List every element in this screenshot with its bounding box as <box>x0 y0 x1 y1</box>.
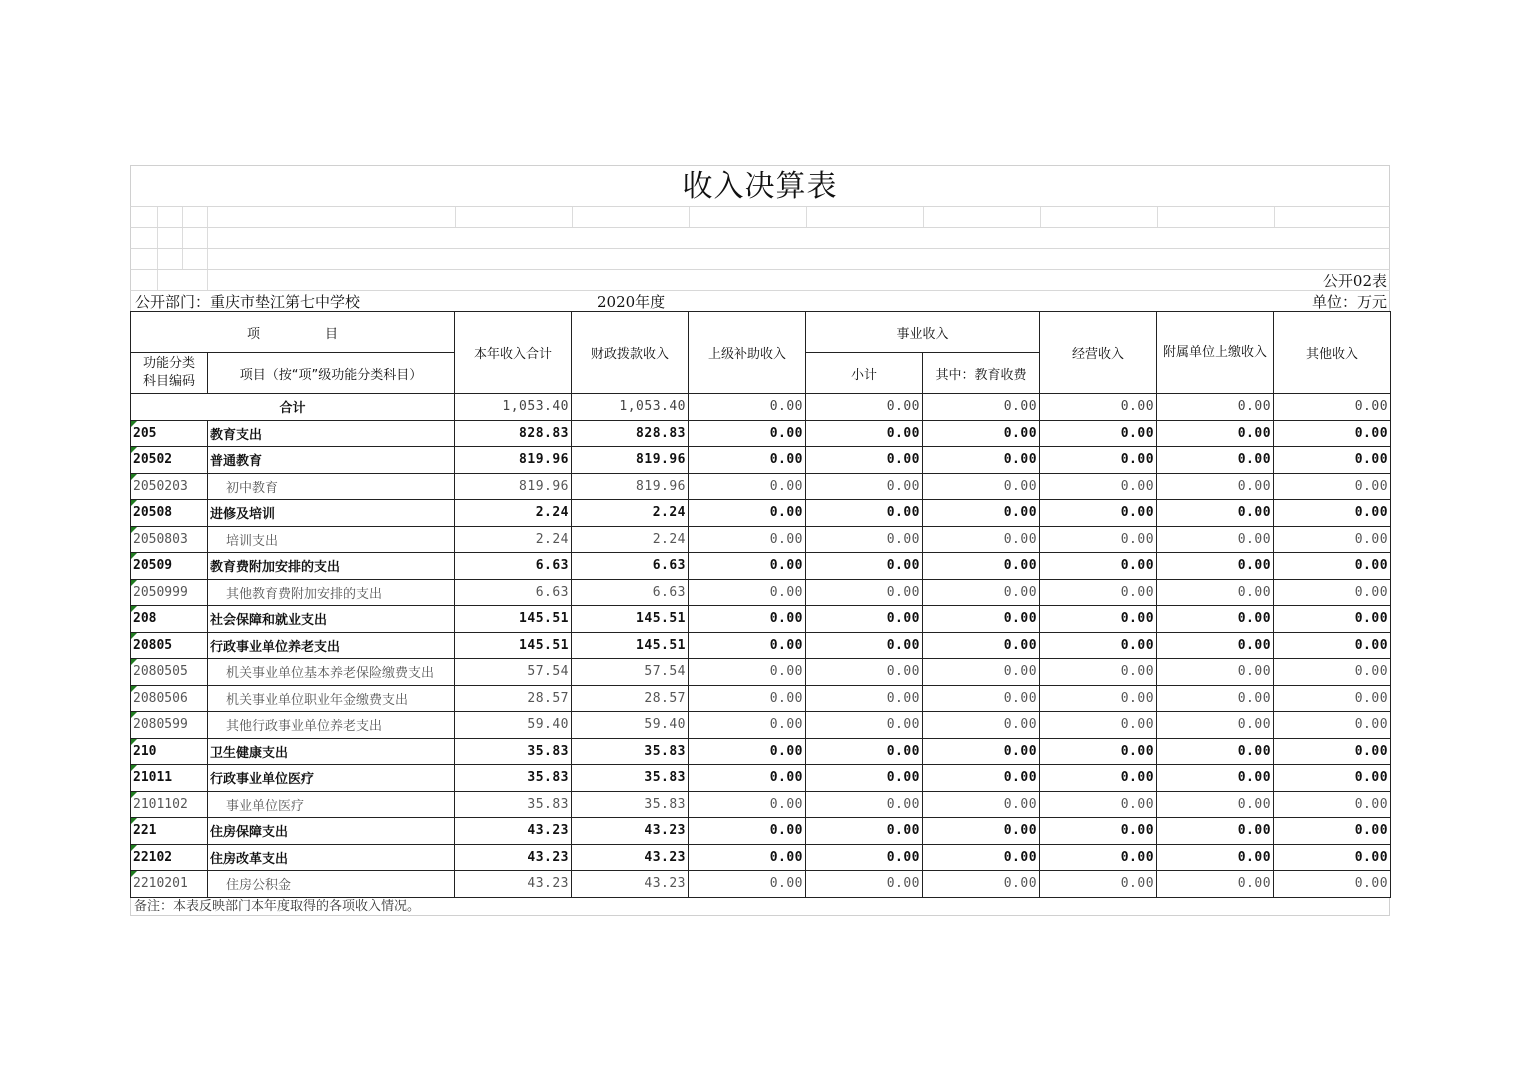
row-value: 0.00 <box>923 526 1040 553</box>
row-value: 0.00 <box>923 420 1040 447</box>
row-value: 6.63 <box>455 579 572 606</box>
row-value: 0.00 <box>806 632 923 659</box>
row-code: 2101102 <box>131 791 208 818</box>
row-value: 43.23 <box>572 871 689 898</box>
row-code: 20509 <box>131 553 208 580</box>
row-value: 0.00 <box>689 871 806 898</box>
table-row <box>131 818 1391 845</box>
row-value: 0.00 <box>1040 579 1157 606</box>
row-name: 进修及培训 <box>208 500 455 527</box>
table-row <box>131 500 1391 527</box>
row-value: 0.00 <box>1274 447 1391 474</box>
row-value: 0.00 <box>1040 606 1157 633</box>
row-code: 21011 <box>131 765 208 792</box>
row-value: 0.00 <box>1040 420 1157 447</box>
table-row <box>131 765 1391 792</box>
row-value: 0.00 <box>806 685 923 712</box>
row-value: 0.00 <box>1040 738 1157 765</box>
total-cell: 0.00 <box>1157 394 1274 421</box>
total-cell: 0.00 <box>1040 394 1157 421</box>
row-value: 0.00 <box>923 791 1040 818</box>
row-value: 6.63 <box>455 553 572 580</box>
table-row <box>131 526 1391 553</box>
header-name: 项目（按“项”级功能分类科目） <box>208 353 455 394</box>
row-value: 0.00 <box>923 659 1040 686</box>
row-value: 0.00 <box>923 473 1040 500</box>
row-value: 145.51 <box>572 632 689 659</box>
row-code: 2050803 <box>131 526 208 553</box>
total-label: 合计 <box>131 394 455 421</box>
row-value: 0.00 <box>1040 712 1157 739</box>
row-value: 43.23 <box>572 844 689 871</box>
row-name: 行政事业单位养老支出 <box>208 632 455 659</box>
header-item: 项 目 <box>131 312 455 353</box>
row-value: 0.00 <box>1157 712 1274 739</box>
row-code: 20805 <box>131 632 208 659</box>
row-value: 0.00 <box>1040 632 1157 659</box>
row-value: 0.00 <box>689 526 806 553</box>
row-value: 0.00 <box>923 447 1040 474</box>
info-row <box>130 290 1390 311</box>
row-value: 0.00 <box>806 579 923 606</box>
row-value: 0.00 <box>923 579 1040 606</box>
row-value: 0.00 <box>1274 871 1391 898</box>
row-value: 0.00 <box>1157 738 1274 765</box>
row-value: 0.00 <box>923 685 1040 712</box>
total-cell: 1,053.40 <box>455 394 572 421</box>
row-name: 社会保障和就业支出 <box>208 606 455 633</box>
row-value: 0.00 <box>689 818 806 845</box>
row-value: 0.00 <box>689 606 806 633</box>
row-value: 0.00 <box>1040 685 1157 712</box>
table-row <box>131 632 1391 659</box>
row-value: 43.23 <box>455 818 572 845</box>
row-value: 0.00 <box>689 685 806 712</box>
total-cell: 1,053.40 <box>572 394 689 421</box>
page-title: 收入决算表 <box>130 165 1390 206</box>
row-value: 0.00 <box>923 871 1040 898</box>
row-name: 普通教育 <box>208 447 455 474</box>
row-name: 行政事业单位医疗 <box>208 765 455 792</box>
row-value: 0.00 <box>923 818 1040 845</box>
row-code: 2050203 <box>131 473 208 500</box>
row-value: 0.00 <box>1040 553 1157 580</box>
row-value: 0.00 <box>689 553 806 580</box>
row-name: 住房保障支出 <box>208 818 455 845</box>
row-value: 35.83 <box>572 765 689 792</box>
row-code: 2080505 <box>131 659 208 686</box>
row-value: 0.00 <box>1157 844 1274 871</box>
row-value: 0.00 <box>806 844 923 871</box>
row-value: 0.00 <box>1274 579 1391 606</box>
row-value: 35.83 <box>455 791 572 818</box>
row-code: 210 <box>131 738 208 765</box>
row-value: 0.00 <box>806 526 923 553</box>
row-value: 0.00 <box>1274 473 1391 500</box>
row-value: 0.00 <box>1157 447 1274 474</box>
row-value: 0.00 <box>1157 765 1274 792</box>
row-value: 0.00 <box>923 553 1040 580</box>
table-row <box>131 553 1391 580</box>
row-value: 35.83 <box>455 738 572 765</box>
row-value: 828.83 <box>572 420 689 447</box>
row-value: 0.00 <box>806 765 923 792</box>
row-value: 0.00 <box>1040 765 1157 792</box>
row-value: 0.00 <box>1274 765 1391 792</box>
row-value: 0.00 <box>1274 500 1391 527</box>
blank-row <box>130 248 1390 269</box>
table-row <box>131 738 1391 765</box>
row-value: 35.83 <box>455 765 572 792</box>
table-header <box>131 312 1391 394</box>
row-value: 57.54 <box>572 659 689 686</box>
row-value: 0.00 <box>1157 553 1274 580</box>
row-value: 0.00 <box>689 420 806 447</box>
row-value: 0.00 <box>806 420 923 447</box>
row-value: 0.00 <box>689 579 806 606</box>
row-value: 0.00 <box>689 844 806 871</box>
row-value: 0.00 <box>689 765 806 792</box>
row-value: 0.00 <box>923 500 1040 527</box>
row-value: 0.00 <box>1157 632 1274 659</box>
row-value: 0.00 <box>1040 871 1157 898</box>
row-value: 0.00 <box>923 606 1040 633</box>
row-value: 0.00 <box>689 500 806 527</box>
table-row <box>131 420 1391 447</box>
row-value: 0.00 <box>806 738 923 765</box>
row-name: 教育费附加安排的支出 <box>208 553 455 580</box>
table-row <box>131 712 1391 739</box>
row-value: 35.83 <box>572 738 689 765</box>
row-value: 0.00 <box>1157 685 1274 712</box>
total-cell: 0.00 <box>1274 394 1391 421</box>
row-value: 0.00 <box>689 659 806 686</box>
row-code: 208 <box>131 606 208 633</box>
row-value: 0.00 <box>1157 526 1274 553</box>
row-name: 初中教育 <box>208 473 455 500</box>
row-value: 0.00 <box>1274 844 1391 871</box>
row-code: 2050999 <box>131 579 208 606</box>
row-name: 其他行政事业单位养老支出 <box>208 712 455 739</box>
table-row <box>131 791 1391 818</box>
row-code: 20502 <box>131 447 208 474</box>
total-cell: 0.00 <box>806 394 923 421</box>
row-value: 0.00 <box>806 473 923 500</box>
row-code: 221 <box>131 818 208 845</box>
row-value: 0.00 <box>1157 871 1274 898</box>
row-value: 0.00 <box>806 553 923 580</box>
row-name: 住房公积金 <box>208 871 455 898</box>
spacer-rows <box>130 206 1390 311</box>
row-value: 0.00 <box>1274 685 1391 712</box>
table-row <box>131 447 1391 474</box>
row-value: 0.00 <box>689 738 806 765</box>
header-affiliated: 附属单位上缴收入 <box>1157 312 1274 394</box>
row-value: 2.24 <box>572 526 689 553</box>
table-row <box>131 606 1391 633</box>
row-value: 6.63 <box>572 579 689 606</box>
row-value: 145.51 <box>455 606 572 633</box>
header-subtotal: 小计 <box>806 353 923 394</box>
income-table <box>130 311 1391 898</box>
row-value: 0.00 <box>689 791 806 818</box>
row-value: 0.00 <box>1157 606 1274 633</box>
row-value: 145.51 <box>455 632 572 659</box>
row-value: 0.00 <box>806 871 923 898</box>
row-code: 2080599 <box>131 712 208 739</box>
department-label: 公开部门：重庆市垫江第七中学校 <box>135 293 361 311</box>
row-value: 0.00 <box>1040 500 1157 527</box>
row-name: 卫生健康支出 <box>208 738 455 765</box>
row-value: 43.23 <box>455 871 572 898</box>
row-name: 机关事业单位基本养老保险缴费支出 <box>208 659 455 686</box>
income-statement-sheet <box>130 165 1390 916</box>
row-value: 0.00 <box>1157 420 1274 447</box>
year-label: 2020年度 <box>597 293 666 311</box>
row-code: 2080506 <box>131 685 208 712</box>
row-value: 2.24 <box>455 500 572 527</box>
unit-label: 单位：万元 <box>1311 293 1387 311</box>
row-value: 0.00 <box>1274 738 1391 765</box>
blank-row <box>130 227 1390 248</box>
row-code: 2210201 <box>131 871 208 898</box>
table-row <box>131 871 1391 898</box>
row-value: 0.00 <box>1040 526 1157 553</box>
total-row <box>131 394 1391 421</box>
row-value: 0.00 <box>1274 712 1391 739</box>
row-value: 0.00 <box>806 659 923 686</box>
row-value: 0.00 <box>689 712 806 739</box>
row-value: 28.57 <box>455 685 572 712</box>
row-code: 205 <box>131 420 208 447</box>
row-value: 145.51 <box>572 606 689 633</box>
header-code: 功能分类 科目编码 <box>131 353 208 394</box>
row-value: 0.00 <box>689 473 806 500</box>
row-value: 0.00 <box>1040 791 1157 818</box>
header-other: 其他收入 <box>1274 312 1391 394</box>
row-value: 0.00 <box>1040 473 1157 500</box>
row-value: 0.00 <box>1157 579 1274 606</box>
row-value: 819.96 <box>572 473 689 500</box>
row-name: 培训支出 <box>208 526 455 553</box>
row-value: 43.23 <box>455 844 572 871</box>
row-value: 43.23 <box>572 818 689 845</box>
row-value: 0.00 <box>1040 659 1157 686</box>
row-value: 0.00 <box>923 712 1040 739</box>
header-edu-fee: 其中：教育收费 <box>923 353 1040 394</box>
row-value: 819.96 <box>572 447 689 474</box>
row-value: 0.00 <box>1040 844 1157 871</box>
row-value: 0.00 <box>806 712 923 739</box>
blank-row <box>130 206 1390 227</box>
table-row <box>131 473 1391 500</box>
row-name: 教育支出 <box>208 420 455 447</box>
row-value: 0.00 <box>1157 818 1274 845</box>
row-value: 0.00 <box>1157 473 1274 500</box>
form-code: 公开02表 <box>1322 272 1387 290</box>
row-value: 819.96 <box>455 447 572 474</box>
row-value: 0.00 <box>689 632 806 659</box>
row-value: 0.00 <box>1274 818 1391 845</box>
row-name: 其他教育费附加安排的支出 <box>208 579 455 606</box>
table-row <box>131 659 1391 686</box>
row-value: 0.00 <box>923 765 1040 792</box>
row-value: 0.00 <box>1157 659 1274 686</box>
table-body <box>131 394 1391 898</box>
row-code: 20508 <box>131 500 208 527</box>
row-value: 28.57 <box>572 685 689 712</box>
header-fiscal: 财政拨款收入 <box>572 312 689 394</box>
row-value: 0.00 <box>1274 632 1391 659</box>
total-cell: 0.00 <box>923 394 1040 421</box>
header-superior: 上级补助收入 <box>689 312 806 394</box>
row-value: 0.00 <box>806 500 923 527</box>
row-value: 0.00 <box>806 818 923 845</box>
row-value: 0.00 <box>806 447 923 474</box>
header-operating: 经营收入 <box>1040 312 1157 394</box>
row-value: 0.00 <box>1274 526 1391 553</box>
row-value: 0.00 <box>1274 420 1391 447</box>
total-cell: 0.00 <box>689 394 806 421</box>
row-value: 35.83 <box>572 791 689 818</box>
row-value: 0.00 <box>806 791 923 818</box>
row-code: 22102 <box>131 844 208 871</box>
row-value: 0.00 <box>1157 791 1274 818</box>
row-value: 819.96 <box>455 473 572 500</box>
row-value: 59.40 <box>455 712 572 739</box>
footnote: 备注：本表反映部门本年度取得的各项收入情况。 <box>130 898 1390 916</box>
row-value: 2.24 <box>572 500 689 527</box>
row-value: 0.00 <box>1274 659 1391 686</box>
table-row <box>131 579 1391 606</box>
row-value: 0.00 <box>1157 500 1274 527</box>
row-value: 0.00 <box>1274 791 1391 818</box>
row-name: 住房改革支出 <box>208 844 455 871</box>
row-value: 0.00 <box>923 844 1040 871</box>
row-value: 57.54 <box>455 659 572 686</box>
header-business: 事业收入 <box>806 312 1040 353</box>
row-name: 事业单位医疗 <box>208 791 455 818</box>
row-value: 2.24 <box>455 526 572 553</box>
row-value: 0.00 <box>1274 606 1391 633</box>
row-value: 0.00 <box>923 738 1040 765</box>
table-row <box>131 844 1391 871</box>
header-total-income: 本年收入合计 <box>455 312 572 394</box>
row-value: 0.00 <box>1040 818 1157 845</box>
table-row <box>131 685 1391 712</box>
form-code-row <box>130 269 1390 290</box>
row-value: 6.63 <box>572 553 689 580</box>
row-value: 59.40 <box>572 712 689 739</box>
row-value: 0.00 <box>1040 447 1157 474</box>
row-name: 机关事业单位职业年金缴费支出 <box>208 685 455 712</box>
row-value: 0.00 <box>806 606 923 633</box>
row-value: 0.00 <box>689 447 806 474</box>
row-value: 828.83 <box>455 420 572 447</box>
row-value: 0.00 <box>923 632 1040 659</box>
row-value: 0.00 <box>1274 553 1391 580</box>
